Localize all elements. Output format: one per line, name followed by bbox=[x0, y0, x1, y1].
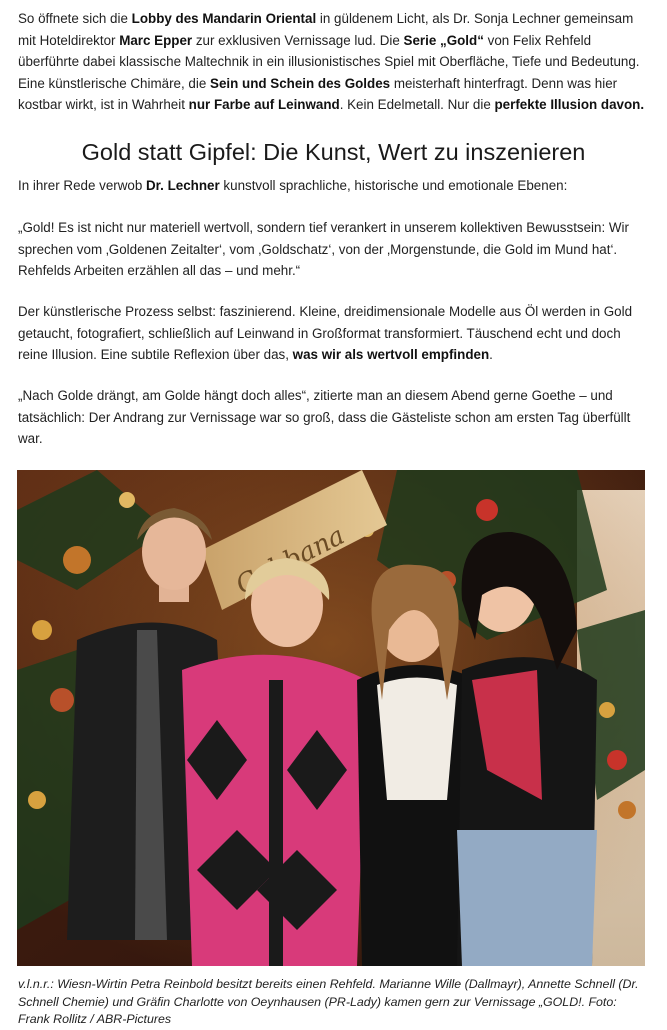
quote-paragraph: „Gold! Es ist nicht nur materiell wertvoll, sondern tief verankert in unserem kollektiven Bewusstsein: Wir sprechen vom ‚Goldenen Zeitalter‘, vom ‚Goldschatz‘, von der ‚Morgenstunde, die Gold im Mund hat‘. Rehfelds Arbeiten erzählen all das – und mehr.“ bbox=[18, 220, 629, 279]
bold-run: nur Farbe auf Leinwand bbox=[188, 97, 340, 113]
goethe-paragraph: „Nach Golde drängt, am Golde hängt doch alles“, zitierte man an diesem Abend gerne Goethe – und tatsächlich: Der Andrang zur Vernissage war so groß, dass die Gästeliste schon am ersten Tag überfüllt war. bbox=[18, 388, 631, 447]
text-run: In ihrer Rede verwob bbox=[18, 178, 147, 193]
text-run: von Felix Rehfeld überführte dabei klassische Maltechnik in ein illusionistisches Spiel mit Oberfläche, Tiefe und Bedeutung. Eine künstlerische Chimäre, die bbox=[18, 32, 640, 91]
event-photo-illustration bbox=[17, 470, 645, 966]
bold-run: Serie „Gold“ bbox=[403, 32, 484, 48]
process-paragraph bbox=[18, 301, 648, 366]
event-photo bbox=[17, 470, 645, 966]
text-run: So öffnete sich die bbox=[18, 11, 132, 26]
text-run: . Kein Edelmetall. Nur die bbox=[339, 97, 495, 113]
intro-paragraph bbox=[18, 8, 648, 116]
bold-run: perfekte Illusion davon. bbox=[494, 97, 645, 113]
bold-run: Marc Epper bbox=[119, 32, 193, 48]
bold-run: Dr. Lechner bbox=[146, 178, 220, 193]
text-run: Der künstlerische Prozess selbst: faszinierend. Kleine, dreidimensionale Modelle aus Öl werden in Gold getaucht, fotografiert, schließlich auf Leinwand in Großformat transformiert. Täuschend echt und doch reine Illusion. Eine subtile Reflexion über das, bbox=[18, 304, 633, 363]
text-run: zur exklusiven Vernissage lud. Die bbox=[192, 32, 404, 48]
text-run: meisterhaft hinterfragt. Denn was hier kostbar wirkt, ist in Wahrheit bbox=[18, 75, 618, 113]
text-run: in güldenem Licht, als Dr. Sonja Lechner gemeinsam mit Hoteldirektor bbox=[18, 11, 634, 48]
text-run: kunstvoll sprachliche, historische und emotionale Ebenen: bbox=[219, 178, 568, 193]
photo-caption: v.l.n.r.: Wiesn-Wirtin Petra Reinbold besitzt bereits einen Rehfeld. Marianne Wille (Dallmayr), Annette Schnell (Dr. Schnell Chemie) und Gräfin Charlotte von Oeynhausen (PR-Lady) kamen gern zur Vernissage „GOLD!. Foto: Frank Rollitz / ABR-Pictures bbox=[18, 977, 639, 1027]
speech-intro-paragraph bbox=[18, 175, 648, 197]
section-heading: Gold statt Gipfel: Die Kunst, Wert zu inszenieren bbox=[81, 139, 586, 165]
bold-run: was wir als wertvoll empfinden bbox=[292, 347, 490, 363]
text-run: . bbox=[489, 347, 493, 363]
bold-run: Sein und Schein des Goldes bbox=[210, 75, 391, 91]
bold-run: Lobby des Mandarin Oriental bbox=[131, 11, 317, 26]
